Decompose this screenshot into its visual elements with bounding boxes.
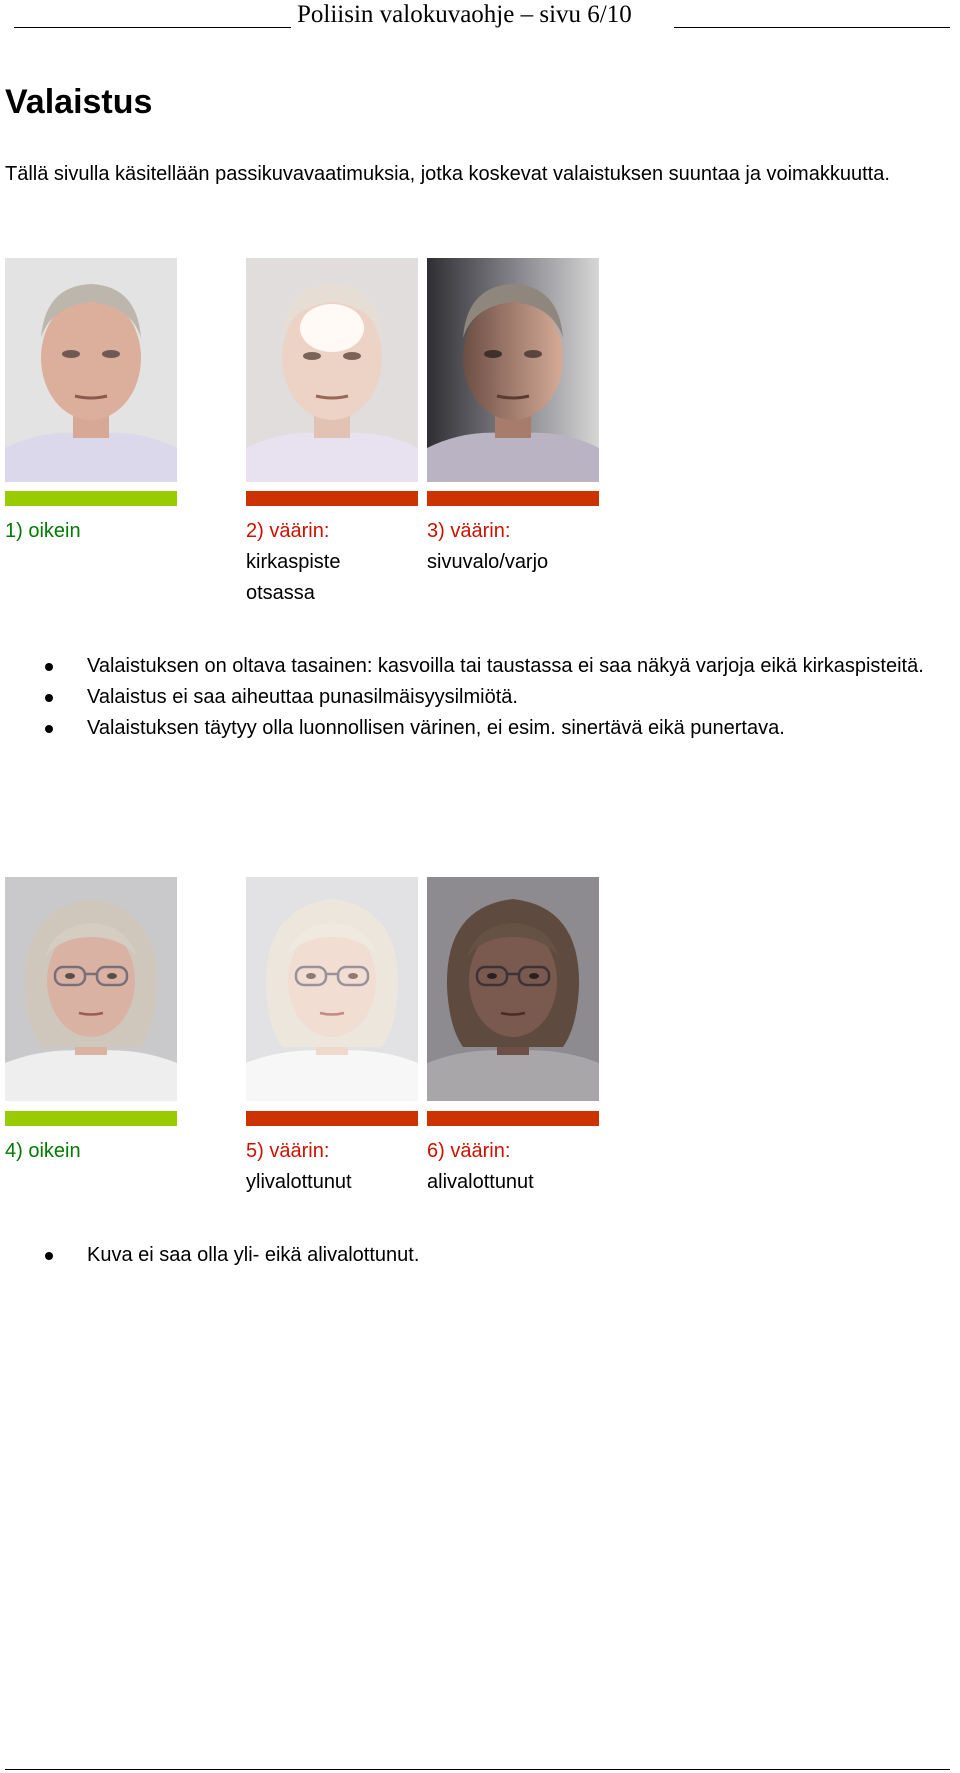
caption-description: ylivalottunut	[246, 1171, 352, 1193]
wrong-indicator-bar	[427, 1111, 599, 1126]
caption-6	[427, 1136, 627, 1198]
wrong-indicator-bar	[246, 1111, 418, 1126]
section-title: Valaistus	[5, 83, 153, 121]
bullet-icon	[45, 694, 53, 702]
photo-man-side-shadow	[427, 258, 599, 482]
footer-rule	[5, 1769, 950, 1770]
list-item: Valaistuksen täytyy olla luonnollisen värinen, ei esim. sinertävä eikä punertava.	[5, 713, 960, 744]
caption-verdict: 2) väärin:	[246, 520, 330, 542]
caption-verdict: 5) väärin:	[246, 1140, 330, 1162]
caption-5	[246, 1136, 416, 1198]
caption-verdict: 6) väärin:	[427, 1140, 511, 1162]
wrong-indicator-bar	[427, 491, 599, 506]
caption-4	[5, 1136, 235, 1167]
header-rule-left	[14, 27, 291, 28]
caption-1	[5, 516, 235, 547]
list-item: Valaistuksen on oltava tasainen: kasvoilla tai taustassa ei saa näkyä varjoja eikä kirkaspisteitä.	[5, 651, 960, 682]
photo-man-hotspot	[246, 258, 418, 482]
lighting-requirements-list	[5, 651, 960, 744]
list-item: Valaistus ei saa aiheuttaa punasilmäisyysilmiötä.	[5, 682, 960, 713]
header-rule-right	[674, 27, 950, 28]
caption-3	[427, 516, 627, 578]
header-title: Poliisin valokuvaohje – sivu 6/10	[297, 1, 632, 28]
wrong-indicator-bar	[246, 491, 418, 506]
correct-indicator-bar	[5, 491, 177, 506]
caption-verdict: 1) oikein	[5, 520, 81, 542]
bullet-icon	[45, 1252, 53, 1260]
caption-description: kirkaspiste otsassa	[246, 551, 341, 604]
caption-verdict: 4) oikein	[5, 1140, 81, 1162]
photo-woman-overexposed	[246, 877, 418, 1101]
correct-indicator-bar	[5, 1111, 177, 1126]
caption-2	[246, 516, 366, 609]
caption-description: alivalottunut	[427, 1171, 534, 1193]
bullet-icon	[45, 663, 53, 671]
bullet-icon	[45, 725, 53, 733]
photo-woman-underexposed	[427, 877, 599, 1101]
photo-man-correct	[5, 258, 177, 482]
list-item: Kuva ei saa olla yli- eikä alivalottunut.	[5, 1240, 960, 1271]
photo-woman-correct	[5, 877, 177, 1101]
page-header	[14, 0, 950, 32]
intro-paragraph: Tällä sivulla käsitellään passikuvavaatimuksia, jotka koskevat valaistuksen suuntaa ja voimakkuutta.	[5, 163, 890, 185]
caption-verdict: 3) väärin:	[427, 520, 511, 542]
caption-description: sivuvalo/varjo	[427, 551, 549, 573]
exposure-requirements-list	[5, 1240, 960, 1271]
